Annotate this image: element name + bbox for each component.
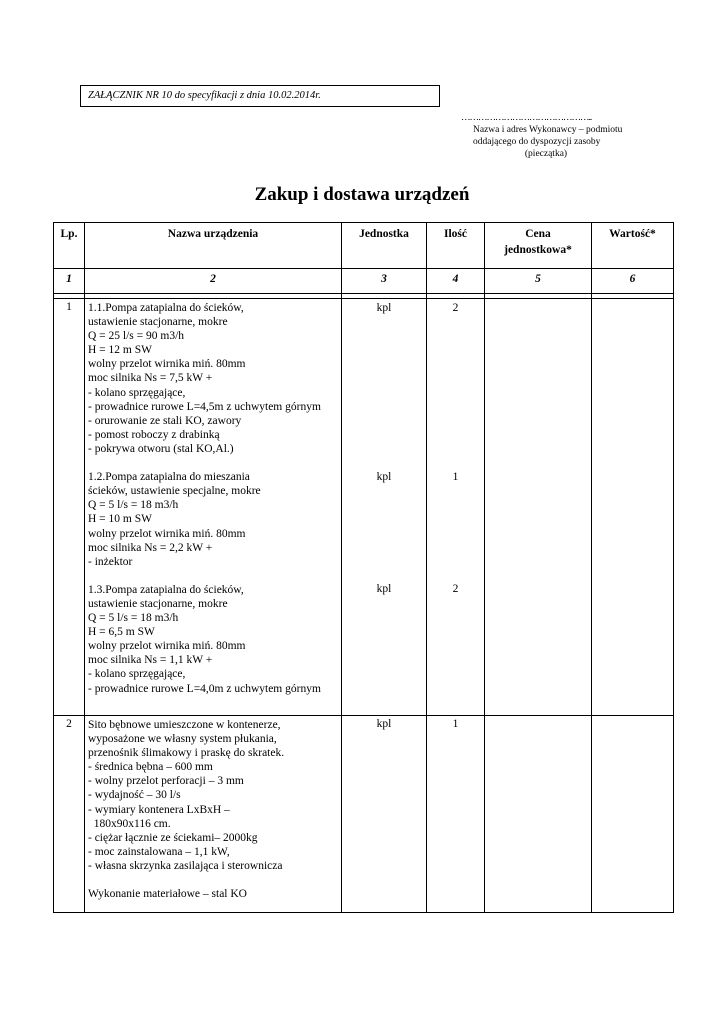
description-line: 1.2.Pompa zatapialna do mieszania xyxy=(88,471,250,484)
item-2-description xyxy=(85,718,341,901)
contractor-line-3: (pieczątka) xyxy=(524,149,568,159)
description-line: - wymiary kontenera LxBxH – xyxy=(88,803,230,816)
description-line: wolny przelot wirnika miń. 80mm xyxy=(88,640,246,653)
description-line: - moc zainstalowana – 1,1 kW, xyxy=(88,845,230,858)
description-line: - pokrywa otworu (stal KO,Al.) xyxy=(88,442,234,455)
description-line: H = 12 m SW xyxy=(88,344,152,357)
item-1-1-description xyxy=(85,301,341,456)
description-line: - wolny przelot perforacji – 3 mm xyxy=(88,775,244,788)
description-line: 1.3.Pompa zatapialna do ścieków, xyxy=(88,583,244,596)
annex-box xyxy=(80,85,440,107)
description-line: 1.1.Pompa zatapialna do ścieków, xyxy=(88,302,244,314)
column-number: 3 xyxy=(342,269,427,294)
description-line: - prowadnice rurowe L=4,0m z uchwytem górnym xyxy=(88,682,321,695)
description-line: 180x90x116 cm. xyxy=(88,817,171,830)
description-line: moc silnika Ns = 2,2 kW + xyxy=(88,541,213,554)
header-unit: Jednostka xyxy=(342,223,427,269)
description-line: moc silnika Ns = 1,1 kW + xyxy=(88,654,213,667)
column-numbers-row xyxy=(54,269,674,294)
column-number: 5 xyxy=(485,269,592,294)
description-line: Wykonanie materiałowe – stal KO xyxy=(88,888,247,901)
header-unit-price-line-2: jednostkowa* xyxy=(504,244,572,256)
description-line: - wydajność – 30 l/s xyxy=(88,789,181,802)
header-unit-price-line-1: Cena xyxy=(525,228,551,240)
unit-1-2: kpl xyxy=(376,471,392,484)
qty-1-3: 2 xyxy=(452,583,459,596)
description-line: wolny przelot wirnika miń. 80mm xyxy=(88,527,246,540)
description-line: ustawienie stacjonarne, mokre xyxy=(88,316,228,329)
description-line: - orurowanie ze stali KO, zawory xyxy=(88,414,242,427)
unit-price-cell[interactable] xyxy=(485,299,592,716)
header-lp: Lp. xyxy=(54,223,85,269)
description-line: - ciężar łącznie ze ściekami– 2000kg xyxy=(88,831,258,844)
description-line: - średnica bębna – 600 mm xyxy=(88,761,213,774)
description-line: H = 6,5 m SW xyxy=(88,626,155,639)
table-header-row xyxy=(54,223,674,269)
value-cell[interactable] xyxy=(592,716,674,913)
description-line: Q = 5 l/s = 18 m3/h xyxy=(88,612,179,625)
column-number: 6 xyxy=(592,269,674,294)
description-line: - własna skrzynka zasilająca i sterownicza xyxy=(88,859,283,872)
table-row xyxy=(54,716,674,913)
row-number: 2 xyxy=(54,716,85,913)
column-number: 4 xyxy=(427,269,485,294)
annex-label: ZAŁĄCZNIK NR 10 do specyfikacji z dnia 10.02.2014r. xyxy=(88,90,321,101)
item-1-2-description xyxy=(85,470,341,569)
contractor-line-1: Nazwa i adres Wykonawcy – podmiotu xyxy=(473,125,623,135)
description-line: - kolano sprzęgające, xyxy=(88,668,186,681)
description-line: Q = 5 l/s = 18 m3/h xyxy=(88,499,179,512)
item-1-3-description xyxy=(85,583,341,696)
column-number: 2 xyxy=(85,269,342,294)
qty-cell: 1 xyxy=(427,716,485,913)
value-cell[interactable] xyxy=(592,299,674,716)
unit-cell: kpl xyxy=(342,716,427,913)
header-name: Nazwa urządzenia xyxy=(85,223,342,269)
description-line: - prowadnice rurowe L=4,5m z uchwytem górnym xyxy=(88,400,321,413)
item-description xyxy=(85,299,342,716)
qty-cell xyxy=(427,299,485,716)
unit-price-cell[interactable] xyxy=(485,716,592,913)
description-line: - inżektor xyxy=(88,555,133,568)
description-line: Sito bębnowe umieszczone w kontenerze, xyxy=(88,719,281,731)
unit-cell xyxy=(342,299,427,716)
description-line xyxy=(85,873,341,887)
row-number: 1 xyxy=(54,299,85,716)
description-line: ścieków, ustawienie specjalne, mokre xyxy=(88,485,261,498)
qty-1-2: 1 xyxy=(452,471,459,484)
unit-1-3: kpl xyxy=(376,583,392,596)
description-line: - pomost roboczy z drabinką xyxy=(88,428,220,441)
description-line: - kolano sprzęgające, xyxy=(88,386,186,399)
description-line: wolny przelot wirnika miń. 80mm xyxy=(88,358,246,371)
unit-1-1: kpl xyxy=(376,302,392,314)
item-description xyxy=(85,716,342,913)
description-line: H = 10 m SW xyxy=(88,513,152,526)
qty-1-1: 2 xyxy=(452,302,459,314)
description-line: przenośnik ślimakowy i praskę do skratek. xyxy=(88,747,285,760)
signature-dots: ……………………………………….. xyxy=(461,113,592,123)
equipment-table xyxy=(53,222,674,913)
column-number: 1 xyxy=(54,269,85,294)
description-line: wyposażone we własny system płukania, xyxy=(88,733,277,746)
contractor-stamp-block xyxy=(461,112,661,160)
header-unit-price xyxy=(485,223,592,269)
header-value: Wartość* xyxy=(592,223,674,269)
header-qty: Ilość xyxy=(427,223,485,269)
description-line: ustawienie stacjonarne, mokre xyxy=(88,597,228,610)
contractor-line-2: oddającego do dyspozycji zasoby xyxy=(473,137,601,147)
description-line: moc silnika Ns = 7,5 kW + xyxy=(88,372,213,385)
page-title: Zakup i dostawa urządzeń xyxy=(254,184,470,205)
description-line: Q = 25 l/s = 90 m3/h xyxy=(88,330,185,343)
table-row xyxy=(54,299,674,716)
